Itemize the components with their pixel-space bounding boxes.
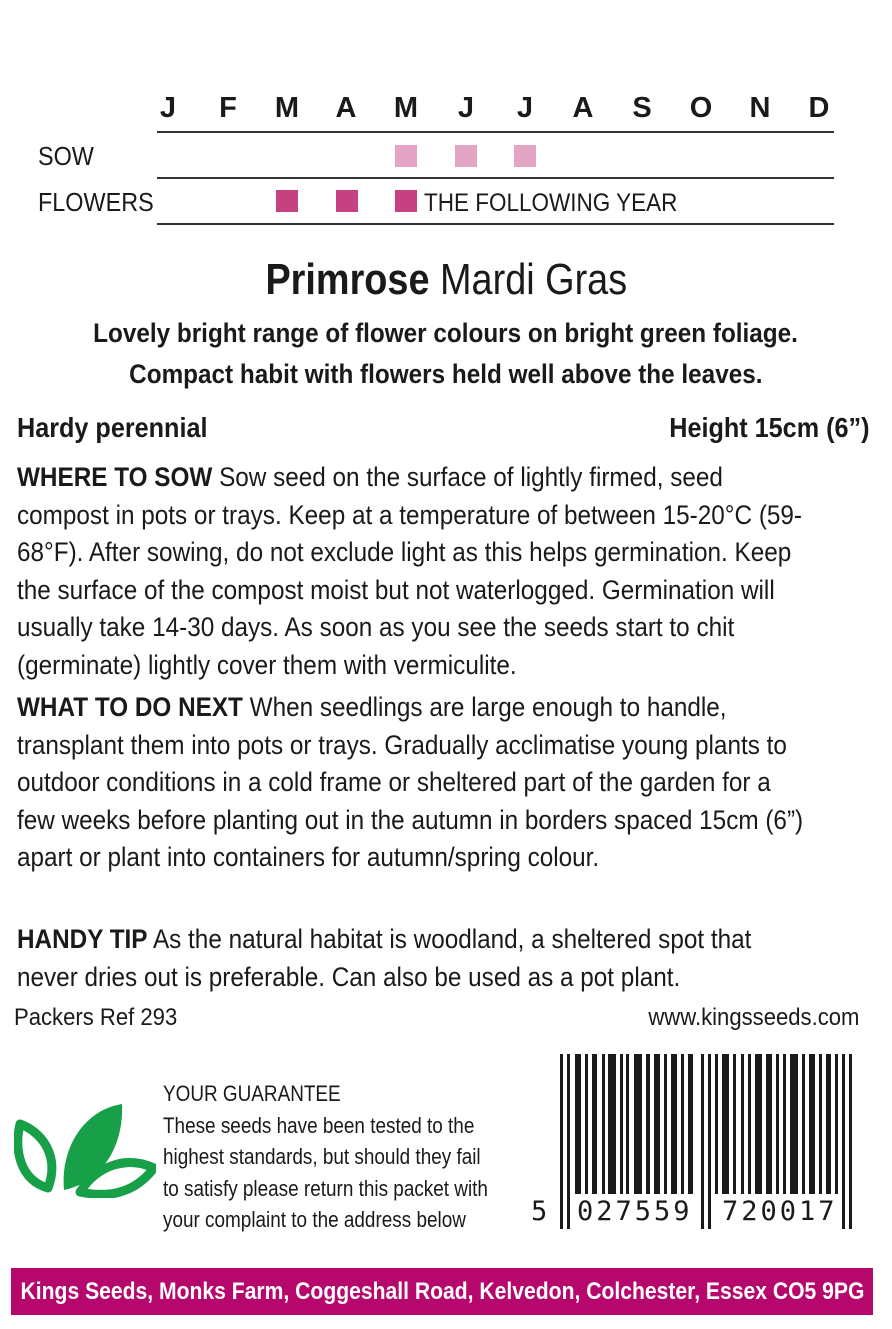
sow-marker-may [395, 145, 417, 167]
guarantee-line: to satisfy please return this packet with [163, 1175, 488, 1201]
handy-tip-text: As the natural habitat is woodland, a sheltered spot that never dries out is preferable. Can also be used as a pot plant. [17, 924, 752, 992]
month-mar: M [274, 92, 300, 124]
where-to-sow-text: Sow seed on the surface of lightly firmed, seed compost in pots or trays. Keep at a temperature of between 15-20°C (59-68°F). After sowing, do not exclude light as this helps germination. Keep the surface of the compost moist but not waterlogged. Germination will usually take 14-30 days. As soon as you see the seeds start to chit (germinate) lightly cover them with vermiculite. [17, 462, 803, 680]
website-link[interactable]: www.kingsseeds.com [647, 1004, 859, 1031]
flowers-row-label: FLOWERS [38, 187, 154, 217]
packers-ref: Packers Ref 293 [14, 1004, 178, 1031]
handy-tip-section [17, 921, 809, 996]
barcode-digits-left: 027559 [577, 1196, 693, 1227]
product-title [0, 255, 892, 305]
plant-height: Height 15cm (6”) [668, 412, 869, 443]
month-feb: F [219, 92, 237, 124]
month-apr: A [335, 92, 357, 124]
plant-type: Hardy perennial [17, 412, 208, 443]
leaf-icon [14, 1098, 156, 1198]
what-to-do-next-section [17, 689, 809, 877]
flowers-note: THE FOLLOWING YEAR [424, 189, 678, 217]
what-to-do-next-label: WHAT TO DO NEXT [17, 692, 243, 722]
barcode-digits-right: 720017 [722, 1196, 838, 1227]
month-aug: A [572, 92, 594, 124]
month-jun: J [457, 92, 475, 124]
sow-marker-jun [455, 145, 477, 167]
calendar-divider [157, 131, 834, 133]
month-header [156, 92, 834, 132]
month-oct: O [689, 92, 713, 124]
guarantee-block [163, 1078, 524, 1236]
product-variety: Mardi Gras [439, 255, 627, 304]
handy-tip-label: HANDY TIP [17, 924, 148, 954]
guarantee-line: highest standards, but should they fail [163, 1144, 481, 1169]
type-row [17, 412, 869, 448]
month-jan: J [159, 92, 177, 124]
sow-marker-jul [514, 145, 536, 167]
flower-marker-apr [336, 190, 358, 212]
month-may: M [393, 92, 419, 124]
address-footer [11, 1268, 873, 1315]
flower-marker-may [395, 190, 417, 212]
product-name-bold: Primrose [265, 255, 430, 304]
address-text: Kings Seeds, Monks Farm, Coggeshall Road, Kelvedon, Colchester, Essex CO5 9PG [20, 1277, 864, 1305]
sow-row-label: SOW [38, 141, 94, 171]
flower-marker-mar [276, 190, 298, 212]
month-sep: S [632, 92, 652, 124]
barcode-digit-first: 5 [531, 1196, 548, 1227]
calendar-divider [157, 223, 834, 225]
what-to-do-next-text: When seedlings are large enough to handle, transplant them into pots or trays. Gradually acclimatise young plants to outdoor conditions in a cold frame or sheltered part of the garden for a few weeks before planting out in the autumn in borders spaced 15cm (6”) apart or plant into containers for autumn/spring colour. [17, 692, 804, 872]
guarantee-line: These seeds have been tested to the [163, 1112, 475, 1138]
where-to-sow-label: WHERE TO SOW [17, 462, 213, 492]
guarantee-line: your complaint to the address below [163, 1207, 466, 1232]
tagline-line-1: Lovely bright range of flower colours on bright green foliage. [93, 318, 799, 348]
guarantee-heading: YOUR GUARANTEE [163, 1081, 341, 1106]
month-nov: N [749, 92, 771, 124]
month-jul: J [516, 92, 534, 124]
month-dec: D [808, 92, 830, 124]
where-to-sow-section [17, 459, 809, 684]
tagline-line-2: Compact habit with flowers held well above the leaves. [129, 359, 763, 389]
calendar-divider [157, 177, 834, 179]
